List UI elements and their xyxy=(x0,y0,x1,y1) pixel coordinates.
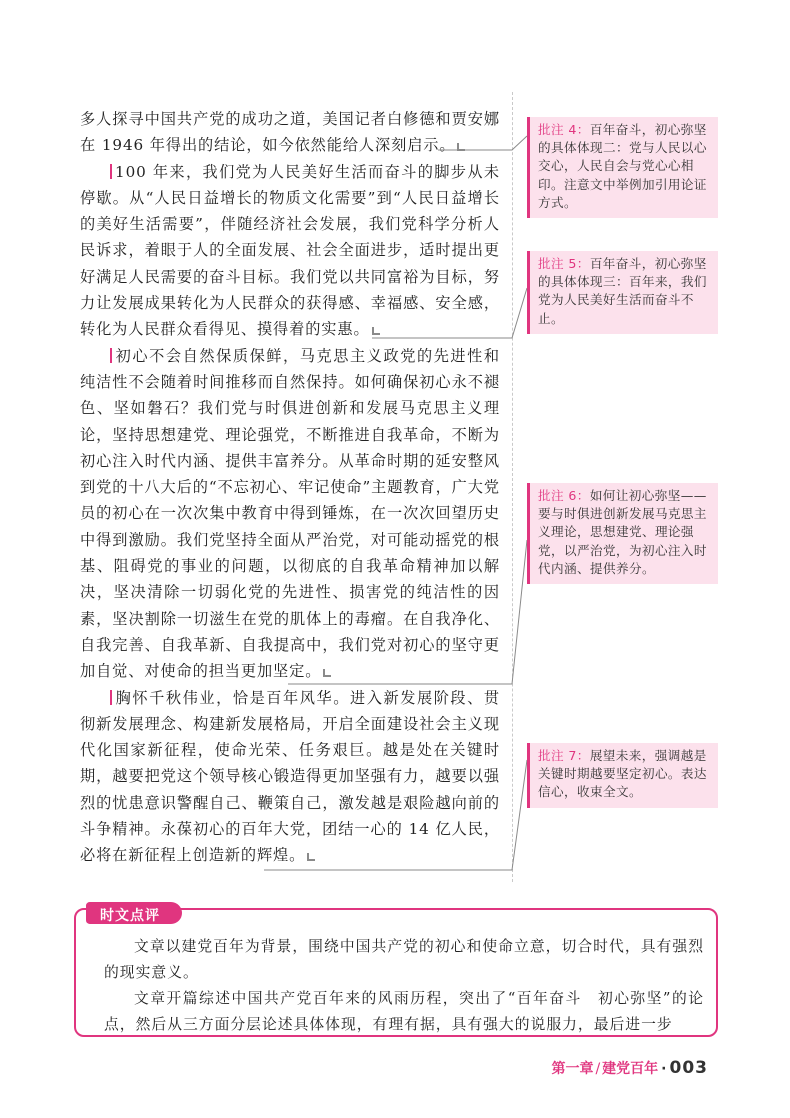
page-footer xyxy=(551,1058,708,1078)
paragraph-0: 多人探寻中国共产党的成功之道，美国记者白修德和贾安娜在 1946 年得出的结论，如今依然能给人深刻启示。 xyxy=(80,110,500,155)
footer-slash: / xyxy=(595,1061,601,1077)
paragraph-3: 胸怀千秋伟业，恰是百年风华。进入新发展阶段、贯彻新发展理念、构建新发展格局，开启全面建设社会主义现代化国家新征程，使命光荣、任务艰巨。越是处在关键时期，越要把党这个领导核心锻造得更加坚强有力，越要以强烈的忧患意识警醒自己、鞭策自己，激发越是艰险越向前的斗争精神。永葆初心的百年大党，团结一心的 14 亿人民，必将在新征程上创造新的辉煌。 xyxy=(80,688,500,865)
review-text xyxy=(104,934,704,1038)
review-tab-label: 时文点评 xyxy=(100,908,160,924)
annotation-6: 批注 6：如何让初心弥坚——要与时俱进创新发展马克思主义理论，思想建党、理论强党，以严治党，为初心注入时代内涵、提供养分。 xyxy=(527,483,718,584)
connector-note-4 xyxy=(438,136,527,150)
annotation-7: 批注 7：展望未来，强调越是关键时期越要坚定初心。表达信心，收束全文。 xyxy=(527,743,718,808)
annotation-4: 批注 4：百年奋斗，初心弥坚的具体体现二：党与人民以心交心，人民自会与党心心相印。注意文中举例加引用论证方式。 xyxy=(527,117,718,218)
review-paragraph-1: 文章以建党百年为背景，围绕中国共产党的初心和使命立意，切合时代，具有强烈的现实意义。 xyxy=(104,938,704,981)
paragraph-1: 100 年来，我们党为人民美好生活而奋斗的脚步从未停歇。从“人民日益增长的物质文化需要”到“人民日益增长的美好生活需要”，伴随经济社会发展，我们党科学分析人民诉求，着眼于人的全面发展、社会全面进步，适时提出更好满足人民需要的奋斗目标。我们党以共同富裕为目标，努力让发展成果转化为人民群众的获得感、幸福感、安全感，转化为人民群众看得见、摸得着的实惠。 xyxy=(80,162,500,339)
connector-note-5 xyxy=(372,288,527,338)
annotation-5: 批注 5：百年奋斗，初心弥坚的具体体现三：百年来，我们党为人民美好生活而奋斗不止。 xyxy=(527,251,718,334)
review-tab xyxy=(86,902,182,924)
paragraph-2: 初心不会自然保质保鲜，马克思主义政党的先进性和纯洁性不会随着时间推移而自然保持。如何确保初心永不褪色、坚如磐石？我们党与时俱进创新和发展马克思主义理论，坚持思想建党、理论强党，不断推进自我革命，不断为初心注入时代内涵、提供丰富养分。从革命时期的延安整风到党的十八大后的“不忘初心、牢记使命”主题教育，广大党员的初心在一次次集中教育中得到锤炼，在一次次回望历史中得到激励。我们党坚持全面从严治党，对可能动摇党的根基、阻碍党的事业的问题，以彻底的自我革命精神加以解决，坚决清除一切弱化党的先进性、损害党的纯洁性的因素，坚决割除一切滋生在党的肌体上的毒瘤。在自我净化、自我完善、自我革新、自我提高中，我们党对初心的坚守更加自觉、对使命的担当更加坚定。 xyxy=(80,346,500,681)
review-paragraph-2: 文章开篇综述中国共产党百年来的风雨历程，突出了“百年奋斗 初心弥坚”的论点，然后从三方面分层论述具体体现，有理有据，具有强大的说服力，最后进一步 xyxy=(104,990,704,1033)
footer-title: 建党百年 xyxy=(602,1061,659,1077)
connector-note-6 xyxy=(288,540,527,684)
footer-chapter: 第一章 xyxy=(551,1061,594,1077)
connector-note-7 xyxy=(264,760,527,870)
footer-dot: · xyxy=(661,1061,667,1077)
page-number: 003 xyxy=(669,1058,708,1078)
